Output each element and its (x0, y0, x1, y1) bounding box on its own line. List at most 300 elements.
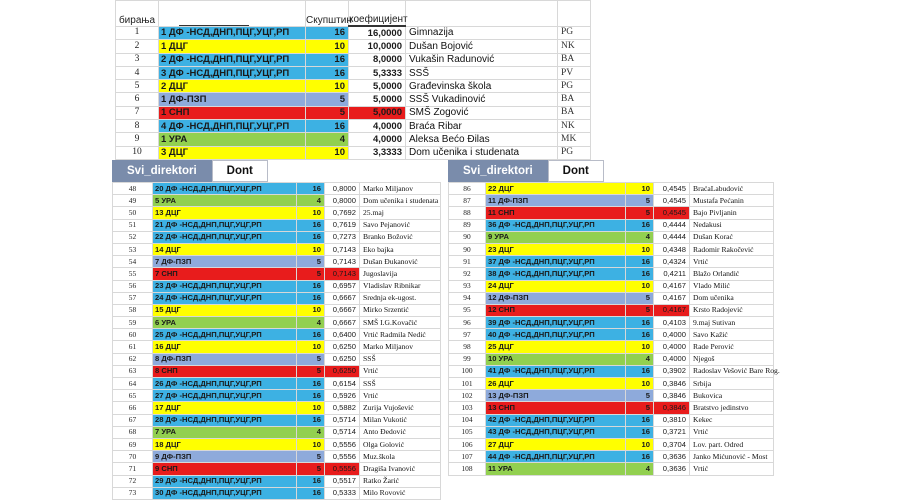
row-number: 59 (113, 317, 153, 329)
row-number: 91 (449, 256, 486, 268)
seats-cell: 10 (626, 183, 654, 195)
code-cell: NK (558, 40, 591, 53)
table-row (449, 463, 774, 475)
row-number: 99 (449, 353, 486, 365)
row-number: 92 (449, 268, 486, 280)
row-number: 6 (116, 93, 159, 106)
seats-cell: 10 (297, 207, 325, 219)
table-row (449, 304, 774, 316)
school-cell: Milan Vukotić (360, 414, 441, 426)
coefficient-cell: 0,3902 (654, 365, 690, 377)
row-number: 55 (113, 268, 153, 280)
table-row (113, 183, 441, 195)
seats-cell: 5 (306, 106, 349, 119)
table-row (113, 231, 441, 243)
table-row (449, 402, 774, 414)
seats-cell: 16 (297, 487, 325, 499)
row-number: 50 (113, 207, 153, 219)
row-number: 97 (449, 329, 486, 341)
table-row (116, 146, 591, 159)
left-spreadsheet (112, 182, 440, 498)
school-cell: Njegoš (690, 353, 774, 365)
row-number: 107 (449, 451, 486, 463)
coefficient-cell: 0,5517 (325, 475, 360, 487)
row-number: 90 (449, 231, 486, 243)
party-cell: 26 ДФ -НСД,ДНП,ПЦГ,УЦГ,РП (153, 378, 297, 390)
party-cell: 27 ДЦГ (486, 438, 626, 450)
school-cell: SSŠ (406, 66, 558, 79)
school-cell: 9.maj Sutivan (690, 317, 774, 329)
seats-cell: 10 (297, 243, 325, 255)
party-cell: 10 УРА (486, 353, 626, 365)
table-row (449, 317, 774, 329)
table-row (449, 353, 774, 365)
coefficient-cell: 5,0000 (349, 80, 406, 93)
row-number: 106 (449, 438, 486, 450)
coefficient-cell: 0,8000 (325, 183, 360, 195)
school-cell: Bajo Pivljanin (690, 207, 774, 219)
party-cell: 7 УРА (153, 426, 297, 438)
coefficient-cell: 0,3846 (654, 378, 690, 390)
tab-svi-direktori[interactable]: Svi_direktori (112, 160, 212, 182)
seats-cell: 16 (297, 183, 325, 195)
tab-dont[interactable]: Dont (212, 160, 268, 182)
seats-cell: 16 (626, 317, 654, 329)
seats-cell: 10 (626, 438, 654, 450)
coefficient-cell: 0,4167 (654, 280, 690, 292)
right-table (448, 182, 780, 476)
party-cell: 8 СНП (153, 365, 297, 377)
header-cell (406, 1, 558, 27)
table-row (113, 378, 441, 390)
seats-cell: 16 (306, 26, 349, 40)
coefficient-cell: 5,0000 (349, 93, 406, 106)
coefficient-cell: 0,4348 (654, 243, 690, 255)
party-cell: 4 ДФ -НСД,ДНП,ПЦГ,УЦГ,РП (159, 120, 306, 133)
school-cell: Ratko Žarić (360, 475, 441, 487)
table-row (449, 341, 774, 353)
seats-cell: 16 (626, 426, 654, 438)
party-cell: 22 ДФ -НСД,ДНП,ПЦГ,УЦГ,РП (153, 231, 297, 243)
seats-cell: 4 (297, 426, 325, 438)
table-row (449, 378, 774, 390)
row-number: 95 (449, 304, 486, 316)
coefficient-cell: 0,6250 (325, 353, 360, 365)
seats-cell: 5 (297, 268, 325, 280)
seats-cell: 5 (306, 93, 349, 106)
school-cell: Građevinska škola (406, 80, 558, 93)
row-number: 93 (449, 280, 486, 292)
seats-cell: 5 (297, 463, 325, 475)
seats-cell: 10 (306, 80, 349, 93)
table-row (113, 426, 441, 438)
school-cell: Dušan Đukanović (360, 256, 441, 268)
coefficient-cell: 4,0000 (349, 120, 406, 133)
school-cell: Vrtić (690, 426, 774, 438)
right-tab-bar (448, 160, 604, 182)
table-row (113, 207, 441, 219)
coefficient-cell: 0,5926 (325, 390, 360, 402)
party-cell: 7 СНП (153, 268, 297, 280)
row-number: 54 (113, 256, 153, 268)
seats-cell: 10 (626, 378, 654, 390)
party-cell: 1 ДФ-ПЗП (159, 93, 306, 106)
party-cell: 23 ДФ -НСД,ДНП,ПЦГ,УЦГ,РП (153, 280, 297, 292)
seats-cell: 16 (626, 329, 654, 341)
table-row (113, 268, 441, 280)
coefficient-cell: 0,7143 (325, 256, 360, 268)
coefficient-cell: 0,4545 (654, 207, 690, 219)
seats-cell: 16 (297, 378, 325, 390)
seats-cell: 10 (297, 341, 325, 353)
coefficient-cell: 0,4444 (654, 231, 690, 243)
party-cell: 17 ДЦГ (153, 402, 297, 414)
party-cell: 1 ДЦГ (159, 40, 306, 53)
school-cell: Mustafa Pećanin (690, 195, 774, 207)
seats-cell: 4 (297, 317, 325, 329)
table-row (449, 183, 774, 195)
coefficient-cell: 16,0000 (349, 26, 406, 40)
table-row (113, 463, 441, 475)
row-number: 70 (113, 451, 153, 463)
school-cell: Bukovica (690, 390, 774, 402)
seats-cell: 16 (626, 414, 654, 426)
table-row (113, 219, 441, 231)
seats-cell: 16 (297, 292, 325, 304)
table-row (113, 438, 441, 450)
coefficient-cell: 8,0000 (349, 53, 406, 66)
school-cell: Aleksa Bećo Đilas (406, 133, 558, 146)
row-number: 7 (116, 106, 159, 119)
coefficient-cell: 0,7273 (325, 231, 360, 243)
row-number: 72 (113, 475, 153, 487)
coefficient-cell: 0,7143 (325, 268, 360, 280)
school-cell: Dušan Korać (690, 231, 774, 243)
table-row (113, 402, 441, 414)
table-row (449, 243, 774, 255)
coefficient-cell: 3,3333 (349, 146, 406, 159)
left-table-body (113, 183, 441, 500)
party-cell: 24 ДФ -НСД,ДНП,ПЦГ,УЦГ,РП (153, 292, 297, 304)
coefficient-cell: 0,5882 (325, 402, 360, 414)
table-row (116, 80, 591, 93)
row-number: 65 (113, 390, 153, 402)
top-table-body (116, 26, 591, 159)
table-row (113, 317, 441, 329)
school-cell: Bratstvo jedinstvo (690, 402, 774, 414)
seats-cell: 4 (297, 195, 325, 207)
code-cell: PG (558, 146, 591, 159)
coefficient-cell: 0,4211 (654, 268, 690, 280)
school-cell: Vrtić Radmila Nedić (360, 329, 441, 341)
school-cell: Marko Miljanov (360, 341, 441, 353)
row-number: 100 (449, 365, 486, 377)
seats-cell: 4 (626, 353, 654, 365)
coefficient-cell: 0,6667 (325, 292, 360, 304)
coefficient-cell: 5,0000 (349, 106, 406, 119)
top-table-header (116, 1, 591, 27)
party-cell: 20 ДФ -НСД,ДНП,ПЦГ,УЦГ,РП (153, 183, 297, 195)
seats-cell: 10 (626, 243, 654, 255)
coefficient-cell: 0,5556 (325, 438, 360, 450)
school-cell: Dragiša Ivanović (360, 463, 441, 475)
table-row (113, 304, 441, 316)
seats-cell: 16 (626, 365, 654, 377)
seats-cell: 16 (297, 280, 325, 292)
coefficient-cell: 0,5333 (325, 487, 360, 499)
row-number: 4 (116, 66, 159, 79)
coefficient-cell: 0,6400 (325, 329, 360, 341)
row-number: 10 (116, 146, 159, 159)
seats-cell: 16 (297, 231, 325, 243)
table-row (116, 53, 591, 66)
seats-cell: 16 (297, 475, 325, 487)
coefficient-cell: 0,6154 (325, 378, 360, 390)
school-cell: Savo Pejanović (360, 219, 441, 231)
party-cell: 8 ДФ-ПЗП (153, 353, 297, 365)
table-row (449, 390, 774, 402)
coefficient-cell: 10,0000 (349, 40, 406, 53)
school-cell: Muz.škola (360, 451, 441, 463)
party-cell: 23 ДЦГ (486, 243, 626, 255)
coefficient-cell: 0,3636 (654, 463, 690, 475)
coefficient-cell: 0,7692 (325, 207, 360, 219)
row-number: 89 (449, 219, 486, 231)
party-cell: 27 ДФ -НСД,ДНП,ПЦГ,УЦГ,РП (153, 390, 297, 402)
seats-cell: 10 (306, 40, 349, 53)
table-row (113, 280, 441, 292)
table-row (449, 268, 774, 280)
party-cell: 16 ДЦГ (153, 341, 297, 353)
seats-cell: 16 (297, 414, 325, 426)
row-number: 73 (113, 487, 153, 499)
party-cell: 12 СНП (486, 304, 626, 316)
table-row (113, 487, 441, 499)
row-number: 88 (449, 207, 486, 219)
row-number: 56 (113, 280, 153, 292)
row-number: 8 (116, 120, 159, 133)
coefficient-cell: 0,6957 (325, 280, 360, 292)
school-cell: Dom učenika (690, 292, 774, 304)
row-number: 68 (113, 426, 153, 438)
table-row (116, 93, 591, 106)
party-cell: 1 СНП (159, 106, 306, 119)
row-number: 53 (113, 243, 153, 255)
coefficient-cell: 0,5714 (325, 414, 360, 426)
table-row (113, 329, 441, 341)
row-number: 66 (113, 402, 153, 414)
school-cell: Srbija (690, 378, 774, 390)
table-row (113, 341, 441, 353)
school-cell: Anto Đedović (360, 426, 441, 438)
seats-cell: 10 (297, 304, 325, 316)
row-number: 48 (113, 183, 153, 195)
table-row (449, 414, 774, 426)
seats-cell: 10 (306, 146, 349, 159)
school-cell: SSŠ (360, 353, 441, 365)
table-row (449, 231, 774, 243)
table-row (449, 219, 774, 231)
school-cell: Nedakusi (690, 219, 774, 231)
code-cell: BA (558, 106, 591, 119)
party-cell: 9 ДФ-ПЗП (153, 451, 297, 463)
school-cell: Vrtić (690, 463, 774, 475)
school-cell: Marko Miljanov (360, 183, 441, 195)
table-row (116, 26, 591, 40)
tab-dont[interactable]: Dont (548, 160, 604, 182)
row-number: 52 (113, 231, 153, 243)
seats-cell: 10 (297, 402, 325, 414)
seats-cell: 16 (306, 53, 349, 66)
coefficient-cell: 0,3810 (654, 414, 690, 426)
school-cell: Braća Ribar (406, 120, 558, 133)
tab-svi-direktori[interactable]: Svi_direktori (448, 160, 548, 182)
table-row (116, 66, 591, 79)
table-row (449, 329, 774, 341)
seats-cell: 5 (626, 292, 654, 304)
school-cell: Vladislav Ribnikar (360, 280, 441, 292)
row-number: 58 (113, 304, 153, 316)
school-cell: Mirko Srzentić (360, 304, 441, 316)
party-cell: 6 УРА (153, 317, 297, 329)
school-cell: Vrtić (360, 390, 441, 402)
table-row (449, 195, 774, 207)
coefficient-cell: 0,6667 (325, 317, 360, 329)
party-cell: 41 ДФ -НСД,ДНП,ПЦГ,УЦГ,РП (486, 365, 626, 377)
table-row (113, 451, 441, 463)
row-number: 69 (113, 438, 153, 450)
coefficient-cell: 0,4545 (654, 183, 690, 195)
table-row (113, 414, 441, 426)
party-cell: 9 УРА (486, 231, 626, 243)
seats-cell: 5 (626, 402, 654, 414)
school-cell: Gimnazija (406, 26, 558, 40)
party-cell: 1 ДФ -НСД,ДНП,ПЦГ,УЦГ,РП (159, 26, 306, 40)
table-row (113, 256, 441, 268)
party-cell: 28 ДФ -НСД,ДНП,ПЦГ,УЦГ,РП (153, 414, 297, 426)
party-cell: 29 ДФ -НСД,ДНП,ПЦГ,УЦГ,РП (153, 475, 297, 487)
code-cell: PG (558, 80, 591, 93)
row-number: 98 (449, 341, 486, 353)
row-number: 51 (113, 219, 153, 231)
seats-cell: 10 (626, 280, 654, 292)
row-number: 108 (449, 463, 486, 475)
header-cell (159, 1, 306, 27)
coefficient-cell: 0,3846 (654, 402, 690, 414)
table-row (116, 133, 591, 146)
row-number: 94 (449, 292, 486, 304)
party-cell: 13 ДЦГ (153, 207, 297, 219)
school-cell: Blažo Orlandić (690, 268, 774, 280)
coefficient-cell: 0,3846 (654, 390, 690, 402)
seats-cell: 16 (306, 120, 349, 133)
seats-cell: 5 (297, 451, 325, 463)
coefficient-cell: 0,5714 (325, 426, 360, 438)
party-cell: 24 ДЦГ (486, 280, 626, 292)
table-row (113, 475, 441, 487)
table-row (449, 438, 774, 450)
code-cell: PV (558, 66, 591, 79)
coefficient-cell: 0,4167 (654, 304, 690, 316)
coefficient-cell: 0,4545 (654, 195, 690, 207)
school-cell: Radomir Rakočević (690, 243, 774, 255)
row-number: 104 (449, 414, 486, 426)
seats-cell: 5 (297, 353, 325, 365)
coefficient-cell: 0,4000 (654, 329, 690, 341)
row-number: 90 (449, 243, 486, 255)
party-cell: 2 ДЦГ (159, 80, 306, 93)
party-cell: 3 ДЦГ (159, 146, 306, 159)
school-cell: Dušan Bojović (406, 40, 558, 53)
party-cell: 1 УРА (159, 133, 306, 146)
coefficient-cell: 0,7143 (325, 243, 360, 255)
party-cell: 42 ДФ -НСД,ДНП,ПЦГ,УЦГ,РП (486, 414, 626, 426)
school-cell: Srednja ek-ugost. (360, 292, 441, 304)
school-cell: BraćaLabudović (690, 183, 774, 195)
party-cell: 11 СНП (486, 207, 626, 219)
row-number: 9 (116, 133, 159, 146)
row-number: 103 (449, 402, 486, 414)
code-cell: NK (558, 120, 591, 133)
school-cell: SMŠ I.G.Kovačić (360, 317, 441, 329)
coefficient-cell: 0,3704 (654, 438, 690, 450)
school-cell: 25.maj (360, 207, 441, 219)
row-number: 67 (113, 414, 153, 426)
party-cell: 11 ДФ-ПЗП (486, 195, 626, 207)
row-number: 1 (116, 26, 159, 40)
code-cell: PG (558, 26, 591, 40)
row-number: 60 (113, 329, 153, 341)
school-cell: Radoslav Vešović Bare Rog. (690, 365, 774, 377)
party-cell: 25 ДФ -НСД,ДНП,ПЦГ,УЦГ,РП (153, 329, 297, 341)
party-cell: 38 ДФ -НСД,ДНП,ПЦГ,УЦГ,РП (486, 268, 626, 280)
row-number: 71 (113, 463, 153, 475)
seats-cell: 16 (626, 219, 654, 231)
right-spreadsheet (448, 182, 780, 473)
school-cell: Kekec (690, 414, 774, 426)
coefficient-cell: 4,0000 (349, 133, 406, 146)
party-cell: 22 ДЦГ (486, 183, 626, 195)
party-cell: 40 ДФ -НСД,ДНП,ПЦГ,УЦГ,РП (486, 329, 626, 341)
coefficient-cell: 0,6667 (325, 304, 360, 316)
left-tab-bar (112, 160, 268, 182)
coefficient-cell: 0,8000 (325, 195, 360, 207)
table-row (449, 426, 774, 438)
party-cell: 21 ДФ -НСД,ДНП,ПЦГ,УЦГ,РП (153, 219, 297, 231)
party-cell: 14 ДЦГ (153, 243, 297, 255)
school-cell: Dom učenika i studenata (406, 146, 558, 159)
school-cell: SMŠ Zogović (406, 106, 558, 119)
seats-cell: 16 (297, 390, 325, 402)
header-cell: бирања (116, 1, 159, 27)
code-cell: BA (558, 93, 591, 106)
seats-cell: 10 (297, 438, 325, 450)
row-number: 61 (113, 341, 153, 353)
row-number: 102 (449, 390, 486, 402)
coefficient-cell: 0,4000 (654, 341, 690, 353)
row-number: 96 (449, 317, 486, 329)
row-number: 57 (113, 292, 153, 304)
row-number: 63 (113, 365, 153, 377)
coefficient-cell: 0,4167 (654, 292, 690, 304)
seats-cell: 4 (306, 133, 349, 146)
coefficient-cell: 0,6250 (325, 341, 360, 353)
party-cell: 25 ДЦГ (486, 341, 626, 353)
school-cell: Vrtić (690, 256, 774, 268)
table-row (449, 207, 774, 219)
coefficient-cell: 0,4444 (654, 219, 690, 231)
table-row (449, 451, 774, 463)
